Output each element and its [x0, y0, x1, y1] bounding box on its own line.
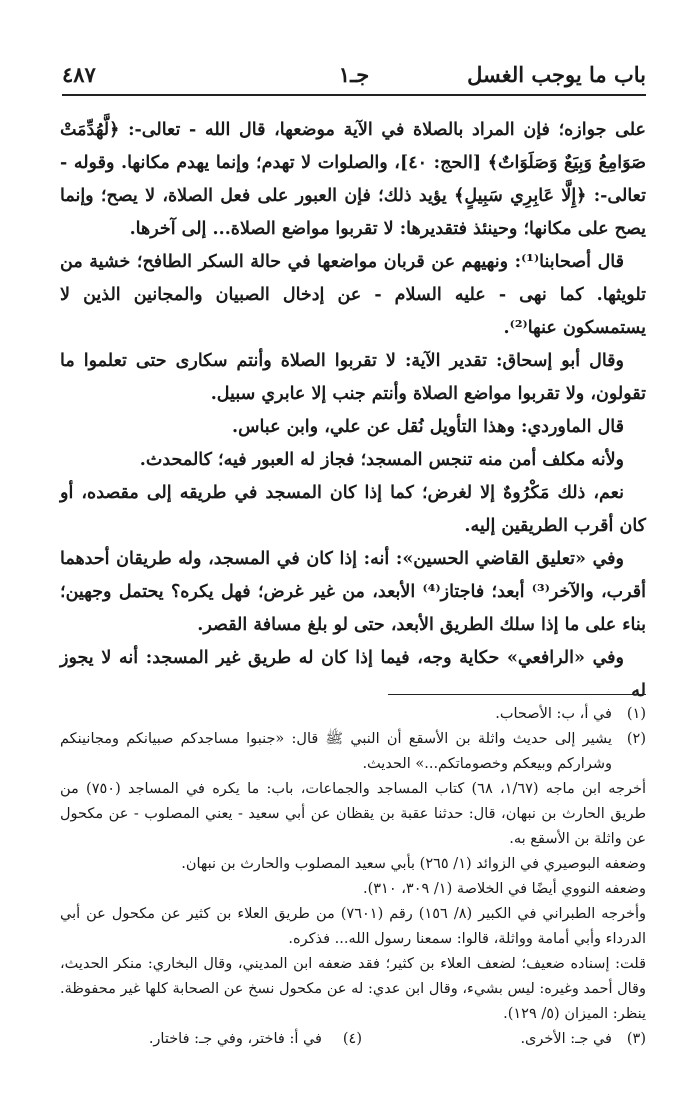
footnote-text: في أ، ب: الأصحاب. — [495, 706, 612, 722]
paragraph: وفي «الرافعي» حكاية وجه، فيما إذا كان له طريق غير المسجد: أنه لا يجوز له — [60, 648, 646, 701]
footnote-text: يشير إلى حديث واثلة بن الأسقع أن النبي ﷺ قال: «جنبوا مساجدكم صبيانكم ومجانينكم وشراركم وبيعكم وخصوماتكم...» الحديث. — [60, 731, 612, 772]
page-number: ٤٨٧ — [62, 62, 96, 87]
main-text — [60, 114, 646, 708]
footnote-separator — [388, 694, 646, 695]
paragraph: على جوازه؛ فإن المراد بالصلاة في الآية موضعها، قال الله - تعالى-: ﴿لَّهُدِّمَتْ صَوَامِعُ وَبِيَعٌ وَصَلَوَاتٌ﴾ [الحج: ٤٠]، والصلوات لا تهدم؛ وإنما يهدم مكانها. وقوله - تعالى-: ﴿إِلَّا عَابِرِي سَبِيلٍ﴾ يؤيد ذلك؛ فإن العبور على فعل الصلاة، لا يصح؛ وإنما يصح على مكانها؛ وحينئذ فتقديرها: لا تقربوا مواضع الصلاة... إلى آخرها. — [60, 120, 646, 239]
footnote-number: (٣) — [626, 1031, 646, 1047]
footnote-2-continuation: وضعفه النووي أيضًا في الخلاصة (١/ ٣٠٩، ٣١٠). — [362, 881, 646, 897]
footnote-text: في جـ: الأخرى. — [520, 1031, 612, 1047]
footnotes-3-4-row — [60, 1027, 646, 1052]
footnote-2-continuation: وضعفه البوصيري في الزوائد (١/ ٢٦٥) بأبي سعيد المصلوب والحارث بن نبهان. — [181, 856, 646, 872]
running-header — [62, 60, 646, 96]
footnote-text: في أ: فاختر، وفي جـ: فاختار. — [148, 1031, 322, 1047]
paragraph: قال الماوردي: وهذا التأويل نُقل عن علي، وابن عباس. — [232, 417, 624, 437]
footnote-2 — [60, 727, 646, 777]
paragraph: نعم، ذلك مَكْرُوهٌ إلا لغرض؛ كما إذا كان المسجد في طريقه إلى مقصده، أو كان أقرب الطريقين إليه. — [60, 483, 646, 536]
footnote-number: (٢) — [626, 731, 646, 747]
footnote-2-continuation: أخرجه ابن ماجه (١/٦٧، ٦٨) كتاب المساجد والجماعات، باب: ما يكره في المساجد (٧٥٠) من طريق الحارث بن نبهان، قال: حدثنا عقبة بن يقظان عن أبي سعيد - يعني المصلوب - عن مكحول عن واثلة بن الأسقع به. — [60, 781, 647, 847]
volume-label: جـ١ — [338, 62, 370, 87]
footnote-1 — [60, 702, 646, 727]
footnote-number: (٤) — [342, 1031, 362, 1047]
footnote-number: (١) — [626, 706, 646, 722]
footnotes — [60, 702, 646, 1052]
paragraph: قال أصحابنا⁽¹⁾: ونهيهم عن قربان مواضعها في حالة السكر الطافح؛ خشية من تلويثها. كما نهى - عليه السلام - عن إدخال الصبيان والمجانين الذين لا يستمسكون عنها⁽²⁾. — [60, 252, 646, 338]
paragraph: ولأنه مكلف أمن منه تنجس المسجد؛ فجاز له العبور فيه؛ كالمحدث. — [139, 450, 624, 470]
footnote-2-continuation: قلت: إسناده ضعيف؛ لضعف العلاء بن كثير؛ فقد ضعفه ابن المديني، وقال البخاري: منكر الحديث، وقال أحمد وغيره: ليس بشيء، وقال ابن عدي: له عن مكحول نسخ عن الصحابة كلها غير محفوظة. ينظر: الميزان (٥/ ١٢٩). — [60, 956, 646, 1022]
chapter-title: باب ما يوجب الغسل — [467, 62, 646, 87]
paragraph: وفي «تعليق القاضي الحسين»: أنه: إذا كان في المسجد، وله طريقان أحدهما أقرب، والآخر⁽³⁾ أبعد؛ فاجتاز⁽⁴⁾ الأبعد، من غير غرض؛ فهل يكره؟ يحتمل وجهين؛ بناء على ما إذا سلك الطريق الأبعد، حتى لو بلغ مسافة القصر. — [60, 549, 646, 635]
footnote-2-continuation: وأخرجه الطبراني في الكبير (٨/ ١٥٦) رقم (٧٦٠١) من طريق العلاء بن كثير عن مكحول عن أبي الدرداء وأبي أمامة وواثلة، قالوا: سمعنا رسول الله... فذكره. — [60, 906, 646, 947]
paragraph: وقال أبو إسحاق: تقدير الآية: لا تقربوا الصلاة وأنتم سكارى حتى تعلموا ما تقولون، ولا تقربوا مواضع الصلاة وأنتم جنب إلا عابري سبيل. — [60, 351, 646, 404]
